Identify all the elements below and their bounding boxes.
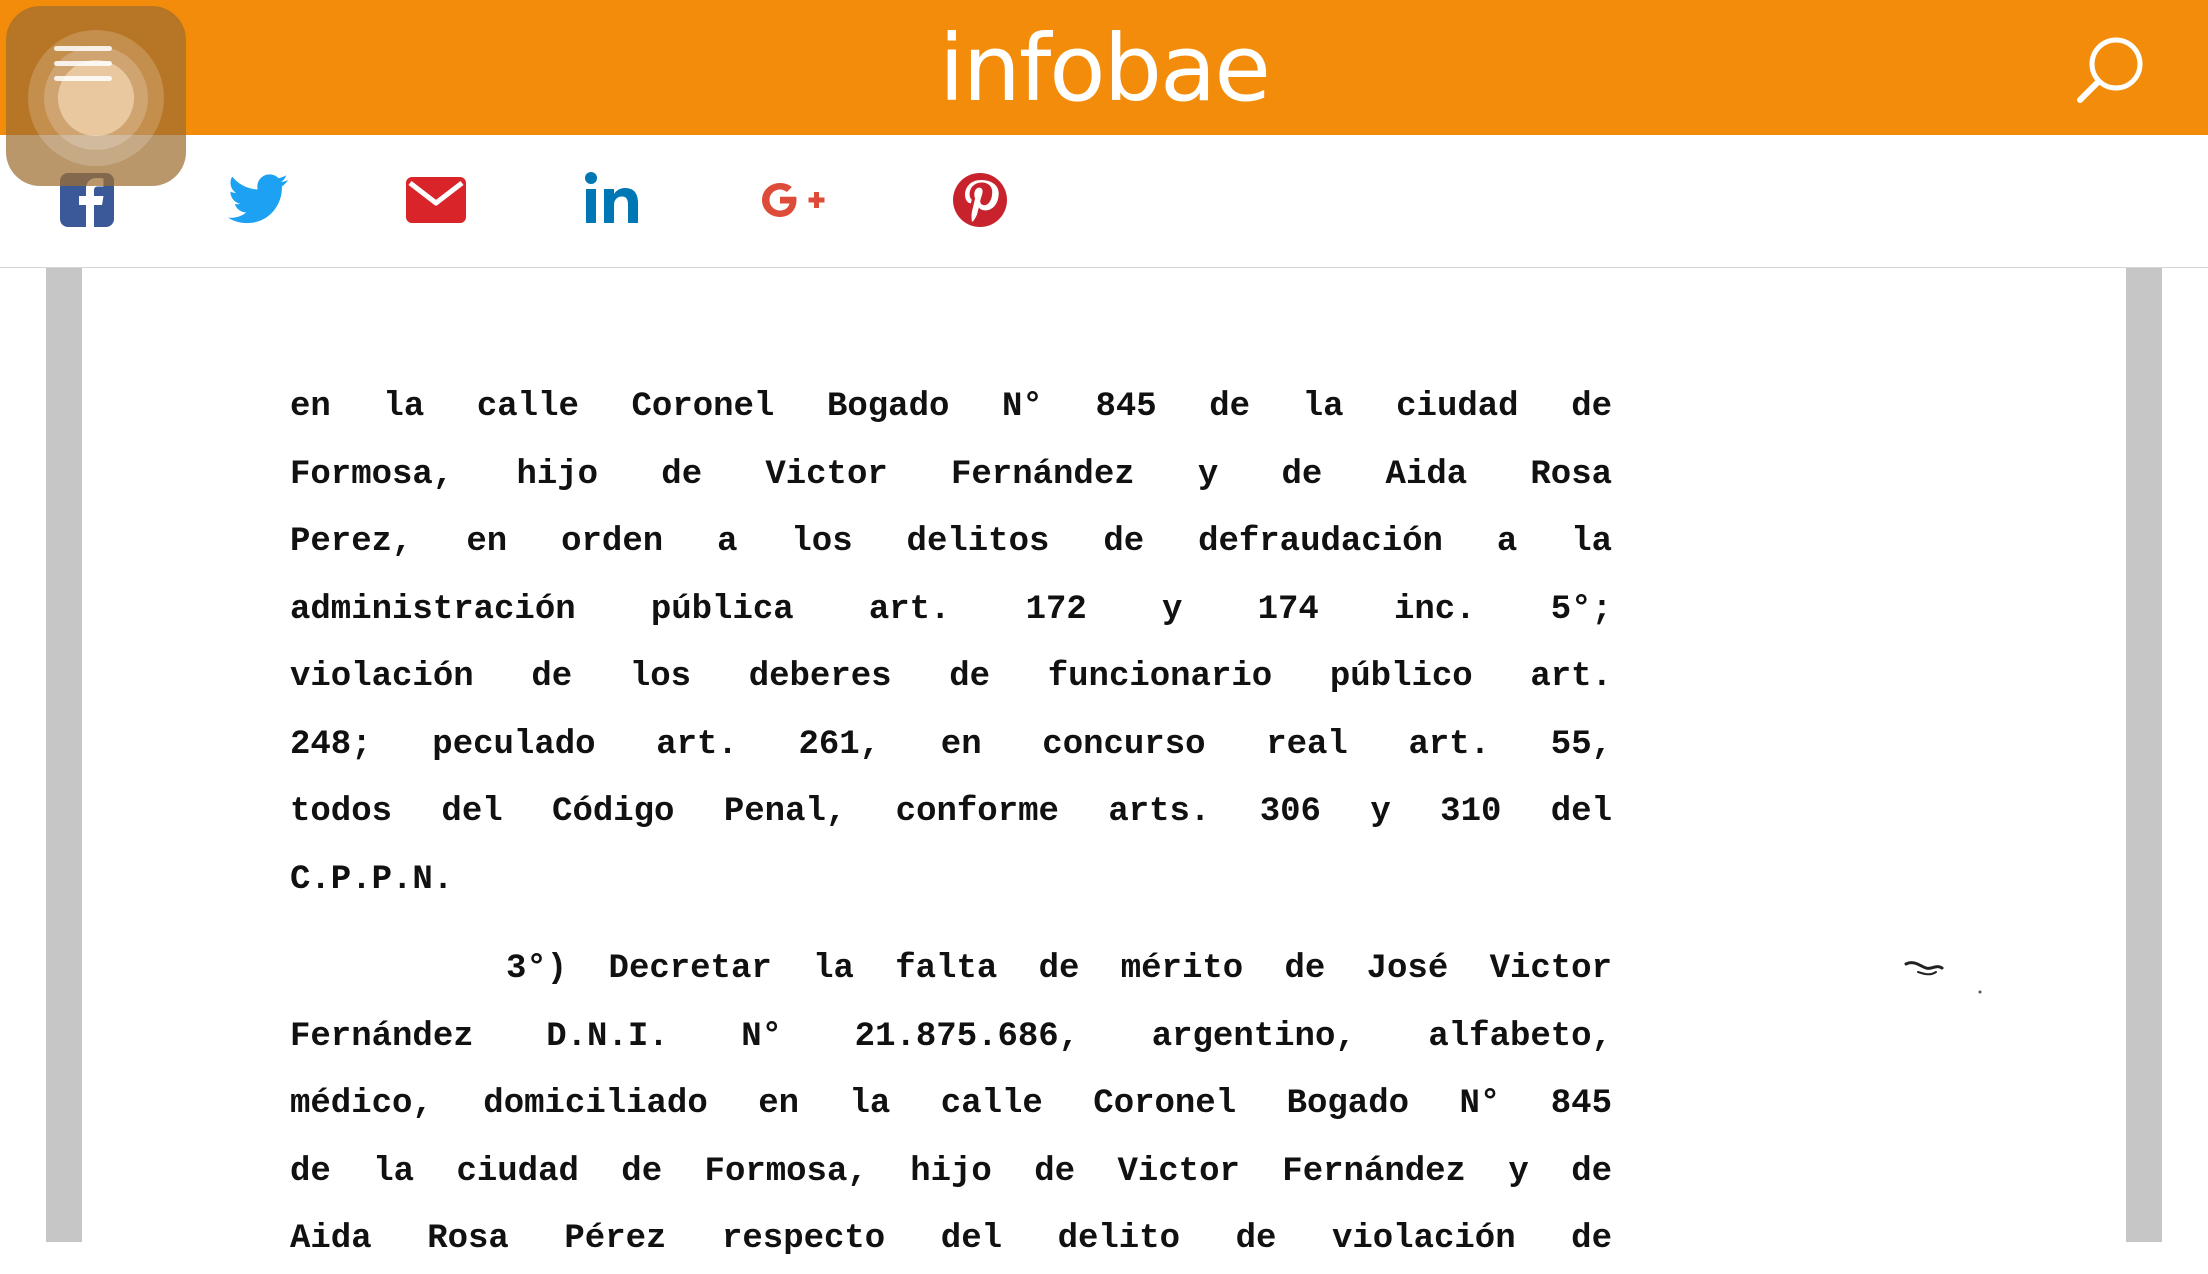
doc-line: administración pública art. 172 y 174 inc. 5°;: [290, 590, 1612, 629]
doc-line: de la ciudad de Formosa, hijo de Victor Fernández y de: [290, 1152, 1612, 1191]
brand-logo[interactable]: infobae: [939, 15, 1269, 122]
doc-line: Perez, en orden a los delitos de defraudación a la: [290, 523, 1612, 561]
doc-line: 3°) Decretar la falta de mérito de José Victor: [506, 950, 1612, 988]
doc-line: violación de los deberes de funcionario público art.: [290, 658, 1612, 696]
doc-line: Formosa, hijo de Victor Fernández y de Aida Rosa: [290, 455, 1612, 494]
google-plus-icon[interactable]: [754, 165, 844, 233]
email-icon[interactable]: [404, 165, 468, 233]
doc-line: Fernández D.N.I. N° 21.875.686, argentino, alfabeto,: [290, 1017, 1612, 1056]
doc-line: C.P.P.N.: [290, 860, 454, 899]
twitter-icon[interactable]: [226, 165, 294, 233]
document-text: [290, 374, 1612, 1274]
doc-line: 248; peculado art. 261, en concurso real art. 55,: [290, 725, 1612, 764]
ink-mark: [1900, 950, 1990, 1000]
document-page[interactable]: [82, 268, 2126, 1258]
top-header-bar: [0, 0, 2208, 135]
viewer-gutter-right: [2126, 268, 2162, 1242]
doc-line: médico, domiciliado en la calle Coronel Bogado N° 845: [290, 1085, 1612, 1123]
viewer-gutter-left: [46, 268, 82, 1242]
search-icon[interactable]: [2072, 30, 2152, 110]
hamburger-menu-icon: [54, 46, 112, 91]
floating-menu-button[interactable]: [6, 6, 186, 186]
linkedin-icon[interactable]: [580, 165, 648, 233]
doc-line: en la calle Coronel Bogado N° 845 de la ciudad de: [290, 388, 1612, 426]
social-share-bar: [0, 135, 2208, 268]
doc-line: Aida Rosa Pérez respecto del delito de violación de: [290, 1220, 1612, 1258]
pinterest-icon[interactable]: [948, 165, 1016, 233]
doc-line: todos del Código Penal, conforme arts. 306 y 310 del: [290, 793, 1612, 831]
